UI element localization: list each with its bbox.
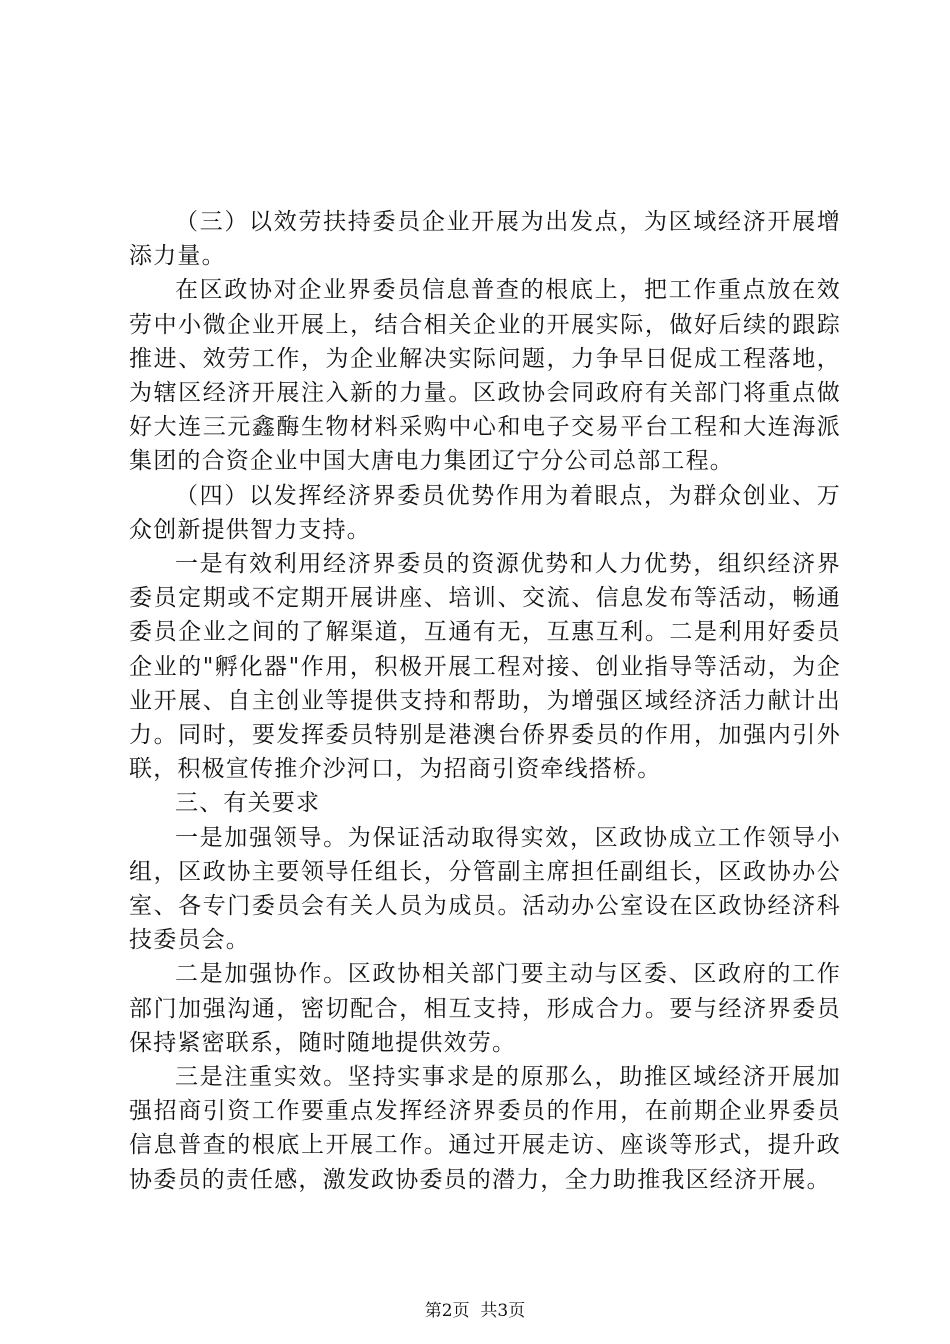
page-footer bbox=[0, 1300, 950, 1322]
paragraph-requirements-heading: 三、有关要求 bbox=[175, 790, 321, 817]
paragraph-section-3-body: 在区政协对企业界委员信息普查的根底上，把工作重点放在效劳中小微企业开展上，结合相关企业的开展实际，做好后续的跟踪推进、效劳工作，为企业解决实际问题，力争早日促成工程落地，为辖区经济开展注入新的力量。区政协会同政府有关部门将重点做好大连三元鑫酶生物材料采购中心和电子交易平台工程和大连海派集团的合资企业中国大唐电力集团辽宁分公司总部工程。 bbox=[129, 277, 841, 475]
paragraph-section-4-heading: （四）以发挥经济界委员优势作用为着眼点，为群众创业、万众创新提供智力支持。 bbox=[129, 482, 841, 543]
paragraph-requirement-leadership: 一是加强领导。为保证活动取得实效，区政协成立工作领导小组，区政协主要领导任组长，分管副主席担任副组长，区政协办公室、各专门委员会有关人员为成员。活动办公室设在区政协经济科技委员会。 bbox=[129, 824, 841, 954]
paragraph-section-4-body: 一是有效利用经济界委员的资源优势和人力优势，组织经济界委员定期或不定期开展讲座、培训、交流、信息发布等活动，畅通委员企业之间的了解渠道，互通有无，互惠互利。二是利用好委员企业的"孵化器"作用，积极开展工程对接、创业指导等活动，为企业开展、自主创业等提供支持和帮助，为增强区域经济活力献计出力。同时，要发挥委员特别是港澳台侨界委员的作用，加强内引外联，积极宣传推介沙河口，为招商引资牵线搭桥。 bbox=[129, 551, 841, 783]
paragraph-section-3-heading: （三）以效劳扶持委员企业开展为出发点，为区域经济开展增添力量。 bbox=[129, 209, 841, 270]
paragraph-requirement-cooperation: 二是加强协作。区政协相关部门要主动与区委、区政府的工作部门加强沟通，密切配合，相互支持，形成合力。要与经济界委员保持紧密联系，随时随地提供效劳。 bbox=[129, 961, 841, 1056]
page-number-label: 第2页 共3页 bbox=[424, 1301, 526, 1321]
document-body bbox=[129, 205, 841, 1197]
paragraph-requirement-effectiveness: 三是注重实效。坚持实事求是的原那么，助推区域经济开展加强招商引资工作要重点发挥经济界委员的作用，在前期企业界委员信息普查的根底上开展工作。通过开展走访、座谈等形式，提升政协委员的责任感，激发政协委员的潜力，全力助推我区经济开展。 bbox=[129, 1064, 841, 1193]
